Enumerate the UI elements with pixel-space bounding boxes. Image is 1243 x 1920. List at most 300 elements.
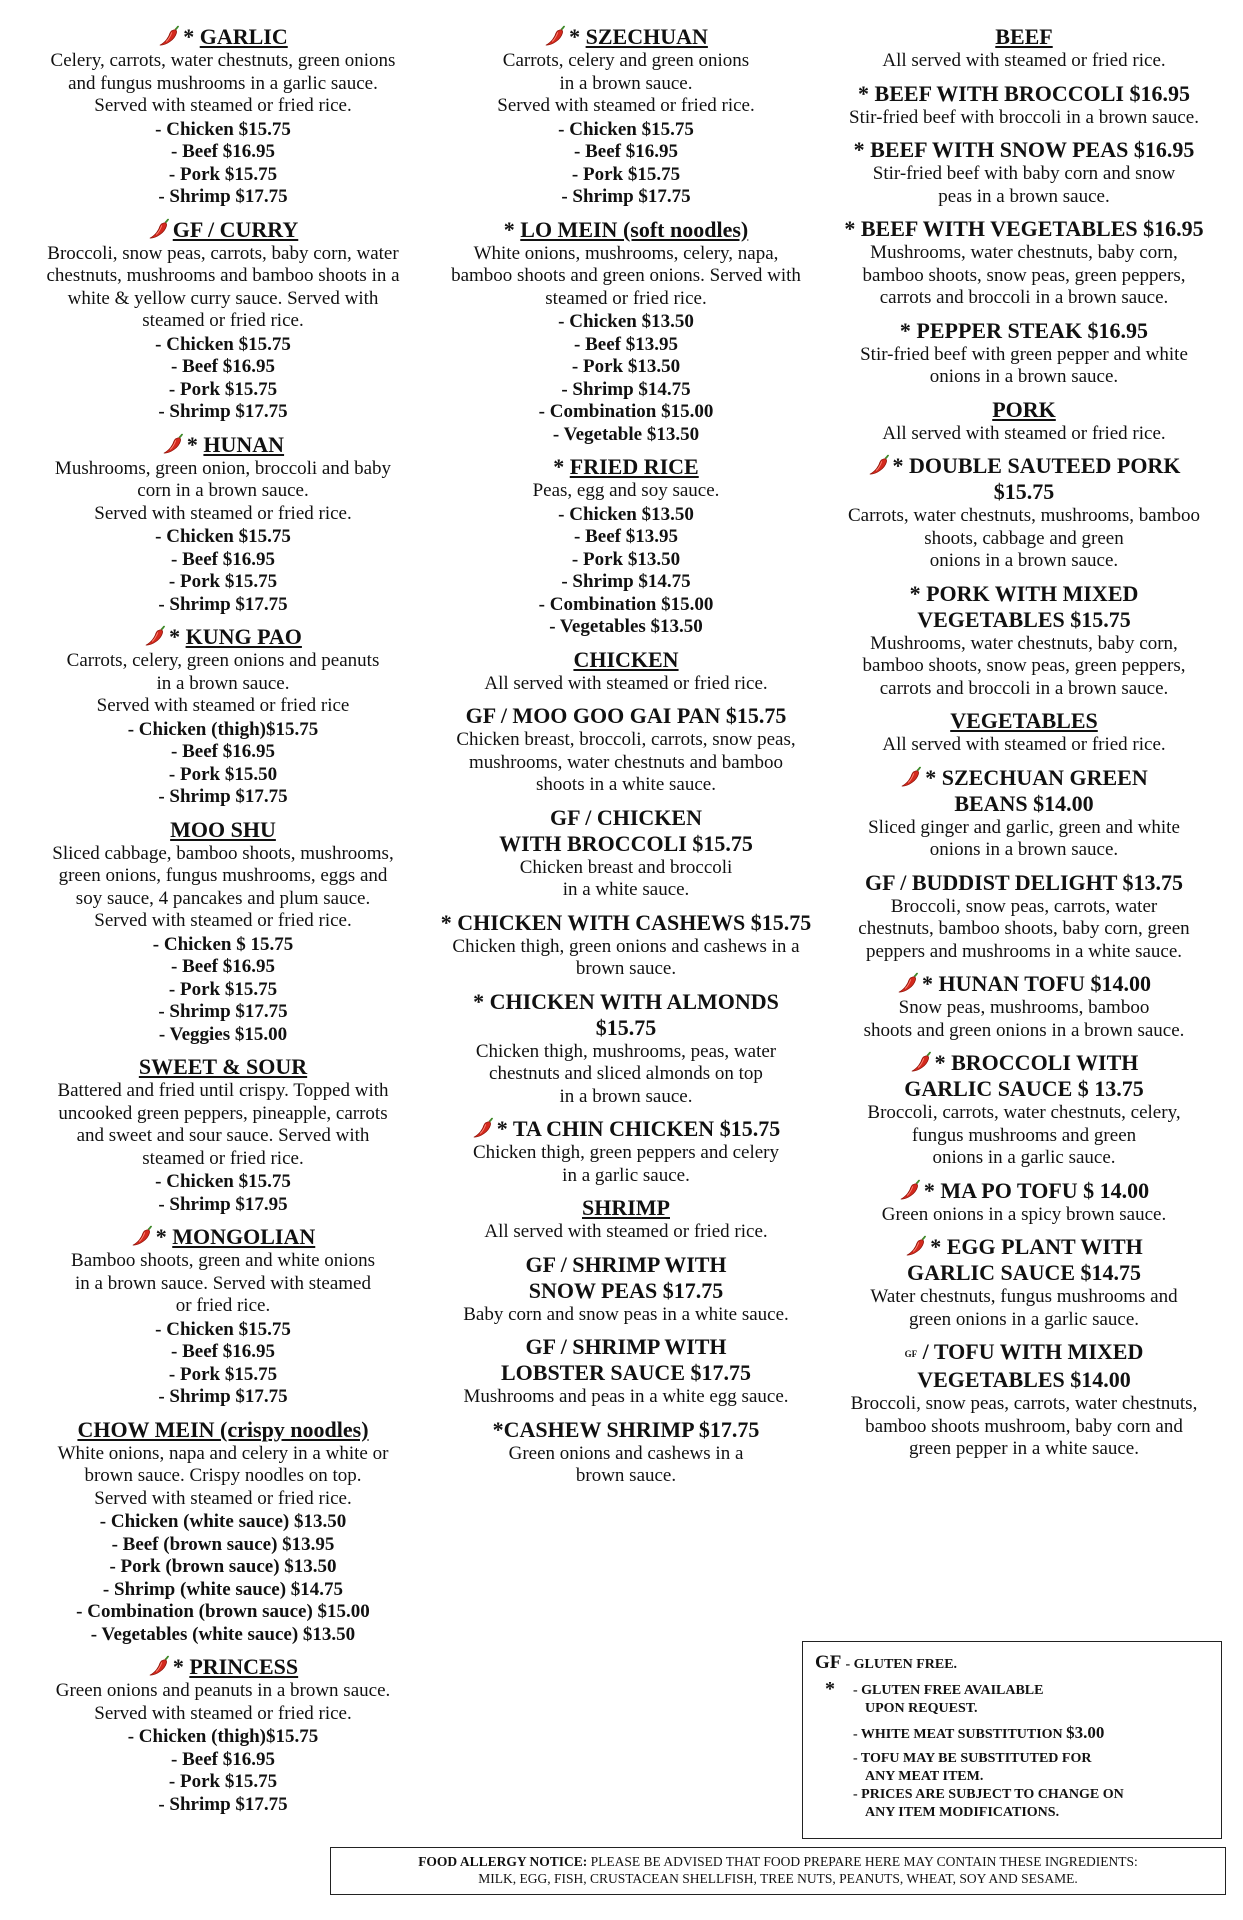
legend-note-line: UPON REQUEST. — [865, 1701, 978, 1716]
price-list — [18, 719, 428, 809]
menu-item-gf-moo-goo-gai-pan-15-75 — [426, 703, 826, 797]
description-line: Battered and fried until crispy. Topped with — [57, 1080, 389, 1101]
star-marker: * — [925, 764, 942, 790]
price-line: - Shrimp $17.75 — [158, 1001, 288, 1022]
description-line: chestnuts, bamboo shoots, baby corn, green — [858, 918, 1190, 939]
description-line: shoots, cabbage and green — [924, 527, 1124, 549]
menu-item-description — [822, 505, 1226, 573]
price-list — [18, 1511, 428, 1646]
menu-item-name: CHICKEN WITH ALMONDS — [489, 988, 779, 1014]
menu-item-description — [18, 650, 428, 718]
menu-item-description — [426, 50, 826, 118]
menu-item-title — [822, 397, 1226, 423]
menu-item-description — [18, 50, 428, 118]
description-line: Served with steamed or fried rice. — [497, 95, 755, 116]
menu-item-name: MOO SHU — [170, 816, 276, 842]
price-line: - Pork $15.50 — [168, 763, 278, 785]
menu-item-moo-shu — [18, 817, 428, 1047]
price-line: - Beef $16.95 — [574, 141, 678, 162]
price-line: - Chicken $15.75 — [155, 526, 291, 547]
menu-item-broccoli-with — [822, 1050, 1226, 1170]
menu-item-lo-mein-soft-noodles — [426, 217, 826, 447]
star-marker: * — [473, 988, 490, 1014]
chili-pepper-icon — [131, 1225, 153, 1247]
price-line: - Beef $16.95 — [171, 141, 275, 162]
menu-item-name-line-2: VEGETABLES $14.00 — [917, 1367, 1131, 1392]
allergy-line-2: MILK, EGG, FISH, CRUSTACEAN SHELLFISH, TREE NUTS, PEANUTS, WHEAT, SOY AND SESAME. — [478, 1871, 1078, 1886]
menu-item-description — [426, 1304, 826, 1327]
description-line: and sweet and sour sauce. Served with — [76, 1125, 370, 1146]
menu-item-description — [18, 1250, 428, 1318]
price-line: - Shrimp $14.75 — [561, 378, 691, 400]
description-line: Broccoli, snow peas, carrots, water chestnuts, — [850, 1393, 1198, 1414]
menu-item-name: EGG PLANT WITH — [946, 1234, 1143, 1259]
description-line: carrots and broccoli in a brown sauce. — [879, 677, 1169, 699]
price-list — [18, 934, 428, 1047]
menu-item-name: HUNAN — [203, 431, 285, 457]
chili-pepper-icon — [900, 766, 922, 788]
menu-item-title — [426, 703, 826, 729]
description-line: onions in a brown sauce. — [929, 550, 1119, 571]
legend-note-tofu — [853, 1750, 1209, 1786]
menu-item-gf-shrimp-with — [426, 1252, 826, 1327]
description-line: Chicken breast and broccoli — [519, 856, 733, 878]
description-line: Served with steamed or fried rice. — [94, 502, 352, 524]
menu-item-name: GF / CHICKEN — [550, 804, 702, 830]
menu-item-title — [822, 216, 1226, 242]
description-line: Water chestnuts, fungus mushrooms and — [870, 1286, 1178, 1307]
chili-pepper-icon — [144, 625, 166, 647]
price-line: - Shrimp $17.75 — [158, 1793, 288, 1815]
menu-item-chow-mein-crispy-noodles — [18, 1417, 428, 1647]
description-line: Green onions and peanuts in a brown sauce. — [55, 1680, 391, 1701]
legend-box — [802, 1641, 1222, 1839]
description-line: bamboo shoots, snow peas, green peppers, — [862, 655, 1186, 676]
menu-item-beef-with-snow-peas-16-95 — [822, 137, 1226, 208]
menu-item-description — [822, 242, 1226, 310]
menu-item-title — [18, 1054, 428, 1080]
menu-item-gf-chicken — [426, 805, 826, 902]
menu-item-name: SWEET & SOUR — [138, 1054, 308, 1079]
menu-item-name: GF / CURRY — [172, 216, 299, 242]
star-marker: * — [923, 1177, 941, 1203]
menu-item-name: / TOFU WITH MIXED — [922, 1339, 1144, 1364]
menu-item-name: FRIED RICE — [569, 454, 699, 479]
menu-item-name-line-2: WITH BROCCOLI $15.75 — [499, 830, 753, 856]
price-line: - Pork $15.75 — [168, 1363, 278, 1385]
star-marker: * — [844, 216, 861, 241]
price-line: - Chicken (thigh)$15.75 — [127, 718, 319, 740]
price-line: - Beef $16.95 — [171, 1341, 275, 1362]
menu-item-title — [426, 647, 826, 673]
description-line: Mushrooms, water chestnuts, baby corn, — [870, 242, 1178, 263]
description-line: Chicken thigh, mushrooms, peas, water — [475, 1040, 777, 1062]
allergy-lead: FOOD ALLERGY NOTICE: — [418, 1854, 588, 1869]
description-line: Broccoli, snow peas, carrots, baby corn, water — [47, 242, 399, 264]
description-line: Baby corn and snow peas in a white sauce. — [463, 1303, 789, 1325]
menu-item-title — [822, 24, 1226, 50]
description-line: carrots and broccoli in a brown sauce. — [879, 287, 1169, 308]
menu-item-title — [18, 24, 428, 50]
menu-item-name: PEPPER STEAK $16.95 — [916, 317, 1149, 343]
menu-item-title — [426, 24, 826, 50]
menu-item-name: CHICKEN WITH CASHEWS $15.75 — [457, 909, 812, 935]
description-line: peppers and mushrooms in a white sauce. — [865, 940, 1183, 962]
menu-item-description — [18, 1080, 428, 1170]
menu-item-beef-with-vegetables-16-95 — [822, 216, 1226, 310]
price-line: - Beef $13.95 — [574, 333, 678, 355]
star-marker: * — [892, 453, 910, 478]
description-line: Carrots, water chestnuts, mushrooms, bamboo — [848, 505, 1200, 526]
price-line: - Pork $15.75 — [571, 163, 681, 185]
menu-item-description — [426, 1142, 826, 1187]
menu-item-description — [822, 734, 1226, 757]
menu-item-name: GF / SHRIMP WITH — [525, 1334, 727, 1359]
menu-item-title — [426, 1195, 826, 1221]
description-line: Green onions in a spicy brown sauce. — [881, 1203, 1167, 1225]
description-line: Mushrooms, green onion, broccoli and baby — [54, 457, 392, 479]
description-line: peas in a brown sauce. — [938, 185, 1110, 207]
star-marker: * — [186, 431, 204, 457]
description-line: Green onions and cashews in a — [508, 1442, 744, 1464]
menu-item-title — [822, 1339, 1226, 1393]
description-line: uncooked green peppers, pineapple, carrots — [58, 1102, 388, 1124]
menu-item-name: BEEF WITH VEGETABLES $16.95 — [860, 216, 1204, 241]
legend-gf-row — [815, 1652, 1209, 1674]
description-line: All served with steamed or fried rice. — [484, 1221, 768, 1242]
price-list — [18, 119, 428, 209]
menu-item-name: SZECHUAN — [585, 24, 708, 49]
price-line: - Chicken $15.75 — [155, 333, 291, 355]
menu-item-garlic — [18, 24, 428, 209]
menu-item-title — [822, 1178, 1226, 1204]
menu-item-title — [18, 817, 428, 843]
chili-pepper-icon — [544, 25, 566, 47]
menu-item-name: TA CHIN CHICKEN $15.75 — [512, 1116, 781, 1141]
description-line: brown sauce. — [575, 958, 677, 979]
star-marker: * — [169, 624, 186, 649]
menu-item-chicken — [426, 647, 826, 696]
description-line: bamboo shoots mushroom, baby corn and — [865, 1415, 1183, 1437]
description-line: Served with steamed or fried rice. — [94, 910, 352, 931]
price-list — [426, 504, 826, 639]
description-line: Chicken thigh, green peppers and celery — [473, 1142, 779, 1163]
star-marker: * — [183, 24, 200, 49]
price-line: - Pork $15.75 — [168, 571, 278, 592]
chili-pepper-icon — [910, 1051, 932, 1073]
chili-pepper-icon — [158, 25, 180, 47]
description-line: in a brown sauce. Served with steamed — [75, 1272, 371, 1294]
description-line: bamboo shoots, snow peas, green peppers, — [862, 264, 1186, 286]
description-line: White onions, mushrooms, celery, napa, — [473, 242, 779, 264]
menu-item-name-line-2: GARLIC SAUCE $14.75 — [906, 1260, 1142, 1285]
menu-item-name: VEGETABLES — [950, 708, 1098, 733]
menu-item-hunan-tofu-14-00 — [822, 971, 1226, 1042]
menu-item-egg-plant-with — [822, 1234, 1226, 1331]
star-marker: * — [496, 1116, 513, 1141]
menu-item-description — [426, 1386, 826, 1409]
menu-item-name-line-2: GARLIC SAUCE $ 13.75 — [904, 1076, 1144, 1101]
price-line: - Beef $13.95 — [574, 526, 678, 547]
description-line: White onions, napa and celery in a white or — [57, 1442, 389, 1464]
price-line: - Pork (brown sauce) $13.50 — [109, 1556, 337, 1577]
star-marker: * — [172, 1654, 190, 1679]
description-line: All served with steamed or fried rice. — [882, 50, 1166, 71]
description-line: Stir-fried beef with green pepper and white — [860, 343, 1188, 365]
menu-item-name: CHICKEN — [573, 646, 679, 672]
menu-item-name: LO MEIN (soft noodles) — [520, 216, 749, 242]
menu-item-szechuan — [426, 24, 826, 209]
legend-note-line: - TOFU MAY BE SUBSTITUTED FOR — [853, 1751, 1092, 1766]
price-line: - Vegetable $13.50 — [552, 423, 700, 445]
menu-item-title — [822, 765, 1226, 817]
price-line: - Chicken (thigh)$15.75 — [127, 1726, 319, 1747]
menu-item-description — [822, 107, 1226, 130]
menu-item-beef — [822, 24, 1226, 73]
menu-item-title — [822, 1050, 1226, 1102]
menu-item-title — [822, 708, 1226, 734]
menu-item-name: BROCCOLI WITH — [951, 1050, 1139, 1075]
description-line: shoots in a white sauce. — [536, 774, 716, 795]
star-marker: * — [503, 216, 521, 242]
menu-item-title — [426, 1252, 826, 1304]
menu-item-description — [822, 344, 1226, 389]
price-line: - Beef $16.95 — [171, 356, 275, 377]
description-line: steamed or fried rice. — [142, 1147, 304, 1169]
description-line: Served with steamed or fried rice. — [94, 1702, 352, 1724]
menu-item-mongolian — [18, 1224, 428, 1409]
description-line: brown sauce. Crispy noodles on top. — [84, 1465, 362, 1486]
price-line: - Chicken $13.50 — [558, 503, 694, 525]
description-line: Peas, egg and soy sauce. — [532, 480, 720, 501]
menu-item-title — [822, 137, 1226, 163]
menu-item-ta-chin-chicken-15-75 — [426, 1116, 826, 1187]
menu-item-description — [426, 480, 826, 503]
star-marker: * — [909, 580, 927, 606]
description-line: chestnuts, mushrooms and bamboo shoots in a — [46, 265, 400, 286]
menu-item-name: SZECHUAN GREEN — [941, 764, 1148, 790]
description-line: green pepper in a white sauce. — [908, 1438, 1139, 1459]
legend-gf-label: GF — [815, 1652, 841, 1673]
price-list — [426, 311, 826, 446]
price-line: - Combination $15.00 — [538, 401, 714, 422]
menu-item-title — [822, 581, 1226, 633]
description-line: All served with steamed or fried rice. — [484, 672, 768, 694]
legend-note-line: - GLUTEN FREE AVAILABLE — [853, 1683, 1044, 1698]
star-marker: * — [155, 1224, 173, 1249]
price-line: - Shrimp $17.95 — [158, 1193, 288, 1215]
description-line: All served with steamed or fried rice. — [882, 734, 1166, 755]
menu-item-description — [822, 633, 1226, 701]
menu-item-vegetables — [822, 708, 1226, 757]
legend-note-white-meat — [853, 1724, 1209, 1744]
price-line: - Pork $15.75 — [168, 378, 278, 400]
price-line: - Beef $16.95 — [171, 548, 275, 570]
description-line: steamed or fried rice. — [545, 287, 707, 309]
price-list — [18, 1319, 428, 1409]
price-line: - Chicken $15.75 — [155, 1318, 291, 1340]
description-line: Served with steamed or fried rice. — [94, 1487, 352, 1509]
legend-note-line: - PRICES ARE SUBJECT TO CHANGE ON — [853, 1787, 1124, 1802]
menu-item-title — [822, 453, 1226, 505]
menu-column-3 — [822, 24, 1226, 1469]
menu-item-name: DOUBLE SAUTEED PORK — [909, 453, 1181, 478]
menu-item-sweet-sour — [18, 1054, 428, 1216]
menu-item-description — [18, 458, 428, 526]
gf-tiny-label: GF — [904, 1349, 918, 1359]
legend-note-price: $3.00 — [1066, 1723, 1105, 1742]
price-line: - Shrimp $17.75 — [158, 786, 288, 807]
price-line: - Pork $15.75 — [168, 163, 278, 185]
allergy-line-1: PLEASE BE ADVISED THAT FOOD PREPARE HERE MAY CONTAIN THESE INGREDIENTS: — [590, 1854, 1138, 1869]
chili-pepper-icon — [905, 1235, 927, 1257]
menu-item-chicken-with-cashews-15-75 — [426, 910, 826, 981]
description-line: Carrots, celery, green onions and peanuts — [66, 650, 380, 671]
menu-item-title — [822, 81, 1226, 107]
menu-item-name-line-2: BEANS $14.00 — [954, 790, 1094, 816]
description-line: onions in a garlic sauce. — [932, 1147, 1116, 1168]
menu-item-ma-po-tofu-14-00 — [822, 1178, 1226, 1227]
description-line: mushrooms, water chestnuts and bamboo — [469, 751, 783, 773]
description-line: All served with steamed or fried rice. — [882, 422, 1166, 444]
menu-item-gf-buddist-delight-13-75 — [822, 870, 1226, 964]
menu-item-name: BEEF — [995, 24, 1053, 49]
price-line: - Shrimp (white sauce) $14.75 — [102, 1578, 344, 1600]
legend-note-prices — [853, 1786, 1209, 1822]
menu-item-description — [822, 1102, 1226, 1170]
chili-pepper-icon — [148, 218, 170, 240]
menu-item-description — [822, 997, 1226, 1042]
description-line: brown sauce. — [575, 1465, 677, 1486]
description-line: onions in a brown sauce. — [929, 366, 1119, 387]
price-line: - Beef $16.95 — [171, 1748, 275, 1770]
description-line: Chicken thigh, green onions and cashews in a — [452, 935, 800, 957]
menu-item-name: PORK WITH MIXED — [926, 580, 1139, 606]
price-list — [426, 119, 826, 209]
menu-item-description — [18, 243, 428, 333]
price-line: - Beef $16.95 — [171, 741, 275, 762]
star-marker: * — [569, 24, 586, 49]
legend-note-line: - WHITE MEAT SUBSTITUTION — [853, 1727, 1063, 1742]
menu-item-cashew-shrimp-17-75 — [426, 1417, 826, 1488]
price-line: - Vegetables (white sauce) $13.50 — [90, 1623, 356, 1645]
description-line: shoots and green onions in a brown sauce. — [863, 1019, 1185, 1041]
menu-item-title — [18, 624, 428, 650]
description-line: in a brown sauce. — [559, 1085, 693, 1107]
menu-item-title — [822, 1234, 1226, 1286]
description-line: soy sauce, 4 pancakes and plum sauce. — [75, 887, 371, 909]
menu-item-description — [426, 1041, 826, 1109]
description-line: green onions in a garlic sauce. — [908, 1308, 1140, 1330]
menu-item-chicken-with-almonds — [426, 989, 826, 1109]
price-line: - Chicken (white sauce) $13.50 — [99, 1511, 347, 1532]
description-line: chestnuts and sliced almonds on top — [489, 1063, 763, 1084]
description-line: in a brown sauce. — [559, 72, 693, 94]
menu-item-name-line-2: $15.75 — [595, 1014, 657, 1040]
chili-pepper-icon — [899, 1179, 921, 1201]
star-marker: * — [922, 971, 939, 996]
menu-item-princess — [18, 1654, 428, 1816]
menu-item-title — [18, 1654, 428, 1680]
legend-gf-text: - GLUTEN FREE. — [845, 1657, 958, 1672]
menu-item-title — [18, 1417, 428, 1443]
description-line: bamboo shoots and green onions. Served with — [451, 265, 801, 286]
description-line: in a garlic sauce. — [562, 1164, 690, 1186]
menu-item-name: GARLIC — [199, 24, 288, 49]
chili-pepper-icon — [868, 454, 890, 476]
menu-item-fried-rice — [426, 454, 826, 639]
price-line: - Combination (brown sauce) $15.00 — [76, 1601, 370, 1622]
menu-item-description — [822, 1286, 1226, 1331]
price-line: - Combination $15.00 — [538, 593, 714, 615]
description-line: Bamboo shoots, green and white onions — [71, 1250, 375, 1271]
menu-item-title — [426, 1116, 826, 1142]
price-line: - Shrimp $17.75 — [158, 401, 288, 422]
menu-item-name: PORK — [992, 396, 1056, 422]
price-line: - Chicken $15.75 — [155, 118, 291, 140]
menu-item-description — [822, 1393, 1226, 1461]
menu-item-description — [426, 857, 826, 902]
star-marker: * — [934, 1050, 952, 1075]
description-line: Broccoli, snow peas, carrots, water — [890, 895, 1158, 917]
price-line: - Beef (brown sauce) $13.95 — [111, 1533, 335, 1555]
legend-note-gf-request — [825, 1678, 1209, 1718]
price-line: - Chicken $13.50 — [558, 311, 694, 332]
star-marker: * — [553, 454, 570, 479]
menu-item-name: BEEF WITH BROCCOLI $16.95 — [874, 80, 1190, 106]
menu-item-pepper-steak-16-95 — [822, 318, 1226, 389]
price-list — [18, 526, 428, 616]
menu-item-description — [18, 843, 428, 933]
price-line: - Pork $15.75 — [168, 1771, 278, 1792]
description-line: steamed or fried rice. — [142, 310, 304, 331]
description-line: Snow peas, mushrooms, bamboo — [898, 997, 1150, 1018]
description-line: Sliced cabbage, bamboo shoots, mushrooms, — [52, 842, 394, 864]
menu-item-description — [426, 243, 826, 311]
menu-column-2 — [426, 24, 826, 1496]
price-line: - Chicken $ 15.75 — [152, 933, 294, 955]
menu-item-description — [426, 936, 826, 981]
menu-item-name: SHRIMP — [582, 1195, 670, 1220]
price-line: - Pork $13.50 — [571, 548, 681, 570]
menu-item-szechuan-green — [822, 765, 1226, 862]
description-line: Carrots, celery and green onions — [502, 50, 750, 71]
legend-star: * — [825, 1678, 835, 1700]
menu-item-title — [426, 454, 826, 480]
description-line: Mushrooms, water chestnuts, baby corn, — [870, 632, 1178, 654]
menu-item-title — [426, 989, 826, 1041]
menu-item-name-line-2: LOBSTER SAUCE $17.75 — [500, 1360, 751, 1385]
menu-item-description — [426, 729, 826, 797]
description-line: and fungus mushrooms in a garlic sauce. — [68, 72, 378, 94]
chili-pepper-icon — [162, 433, 184, 455]
menu-item-description — [822, 817, 1226, 862]
star-marker: * — [858, 80, 875, 106]
menu-item-name: GF / SHRIMP WITH — [525, 1251, 727, 1277]
price-line: - Shrimp $14.75 — [561, 571, 691, 592]
menu-item-name: BEEF WITH SNOW PEAS $16.95 — [870, 137, 1195, 162]
menu-item-description — [822, 50, 1226, 73]
description-line: Stir-fried beef with broccoli in a brown sauce. — [849, 106, 1199, 128]
menu-item-gf-curry — [18, 217, 428, 424]
price-list — [18, 1726, 428, 1816]
description-line: Chicken breast, broccoli, carrots, snow peas, — [456, 729, 796, 750]
description-line: Mushrooms and peas in a white egg sauce. — [463, 1386, 789, 1407]
menu-item-title — [426, 1417, 826, 1443]
menu-item-name: PRINCESS — [189, 1654, 299, 1679]
menu-item-name: GF / BUDDIST DELIGHT $13.75 — [864, 869, 1184, 895]
menu-item-description — [822, 163, 1226, 208]
